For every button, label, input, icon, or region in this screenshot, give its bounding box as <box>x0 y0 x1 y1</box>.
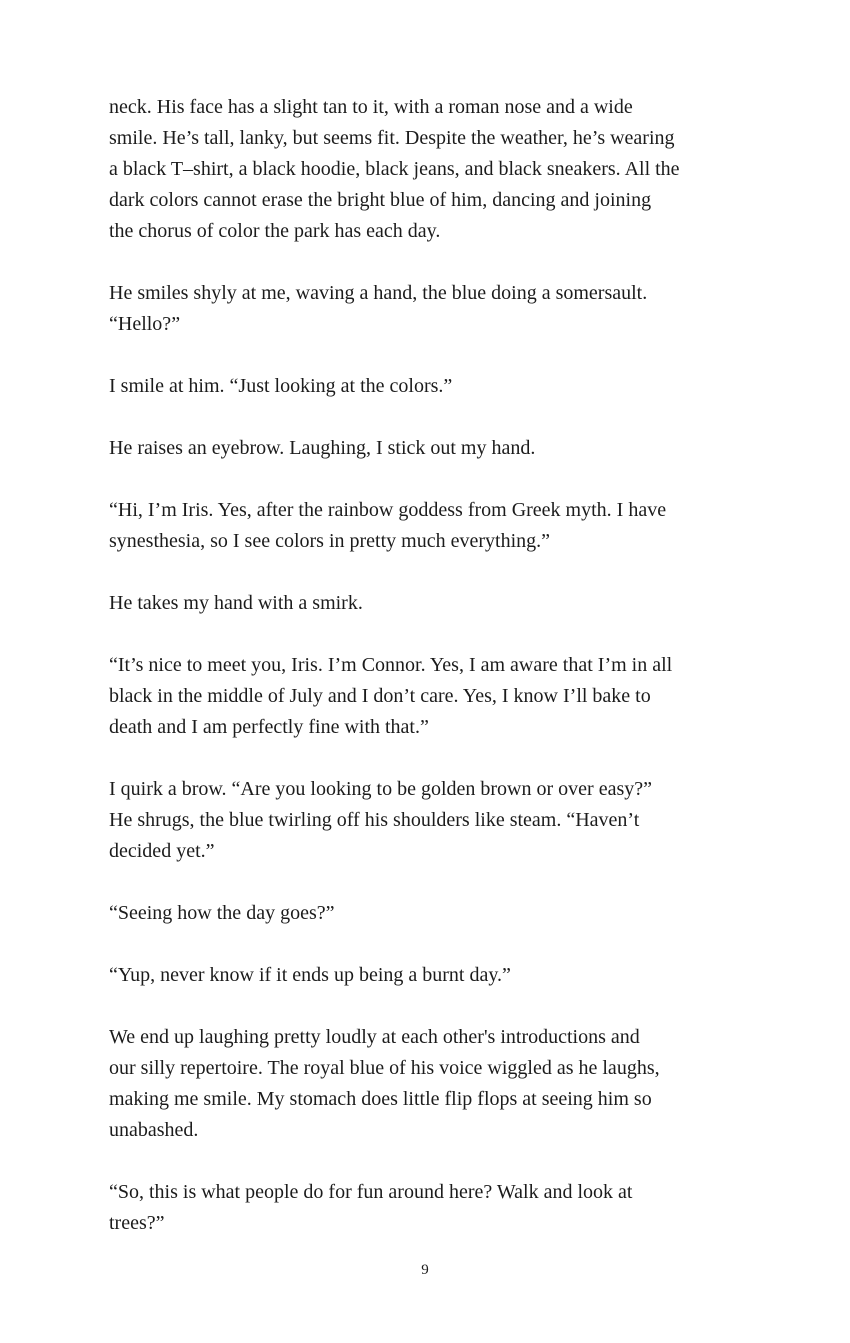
text-line: We end up laughing pretty loudly at each other's introductions and <box>109 1026 640 1048</box>
text-line: “Seeing how the day goes?” <box>109 902 335 924</box>
text-line: neck. His face has a slight tan to it, with a roman nose and a wide <box>109 96 633 118</box>
text-line: He smiles shyly at me, waving a hand, the blue doing a somersault. <box>109 282 648 304</box>
body-text <box>109 92 789 1270</box>
text-line: black in the middle of July and I don’t care. Yes, I know I’ll bake to <box>109 685 651 707</box>
text-line: synesthesia, so I see colors in pretty much everything.” <box>109 530 550 552</box>
paragraph <box>109 650 789 743</box>
paragraph <box>109 960 789 991</box>
paragraph <box>109 898 789 929</box>
text-line: smile. He’s tall, lanky, but seems fit. Despite the weather, he’s wearing <box>109 127 675 149</box>
text-line: the chorus of color the park has each day. <box>109 220 441 242</box>
text-line: our silly repertoire. The royal blue of his voice wiggled as he laughs, <box>109 1057 660 1079</box>
paragraph <box>109 371 789 402</box>
text-line: unabashed. <box>109 1119 199 1141</box>
text-line: making me smile. My stomach does little flip flops at seeing him so <box>109 1088 652 1110</box>
text-line: dark colors cannot erase the bright blue of him, dancing and joining <box>109 189 652 211</box>
paragraph <box>109 278 789 340</box>
text-line: death and I am perfectly fine with that.” <box>109 716 429 738</box>
paragraph <box>109 433 789 464</box>
text-line: trees?” <box>109 1212 165 1234</box>
text-line: He raises an eyebrow. Laughing, I stick out my hand. <box>109 437 536 459</box>
paragraph <box>109 495 789 557</box>
text-line: “Yup, never know if it ends up being a burnt day.” <box>109 964 511 986</box>
text-line: a black T–shirt, a black hoodie, black jeans, and black sneakers. All the <box>109 158 680 180</box>
text-line: “Hello?” <box>109 313 181 335</box>
page-number: 9 <box>421 1262 429 1278</box>
text-line: He shrugs, the blue twirling off his shoulders like steam. “Haven’t <box>109 809 640 831</box>
paragraph <box>109 588 789 619</box>
text-line: I quirk a brow. “Are you looking to be golden brown or over easy?” <box>109 778 652 800</box>
text-line: I smile at him. “Just looking at the colors.” <box>109 375 453 397</box>
text-line: “So, this is what people do for fun around here? Walk and look at <box>109 1181 633 1203</box>
paragraph <box>109 92 789 247</box>
text-line: “It’s nice to meet you, Iris. I’m Connor. Yes, I am aware that I’m in all <box>109 654 673 676</box>
text-line: decided yet.” <box>109 840 215 862</box>
paragraph <box>109 1022 789 1146</box>
paragraph <box>109 774 789 867</box>
text-line: “Hi, I’m Iris. Yes, after the rainbow goddess from Greek myth. I have <box>109 499 667 521</box>
paragraph <box>109 1177 789 1239</box>
text-line: He takes my hand with a smirk. <box>109 592 363 614</box>
